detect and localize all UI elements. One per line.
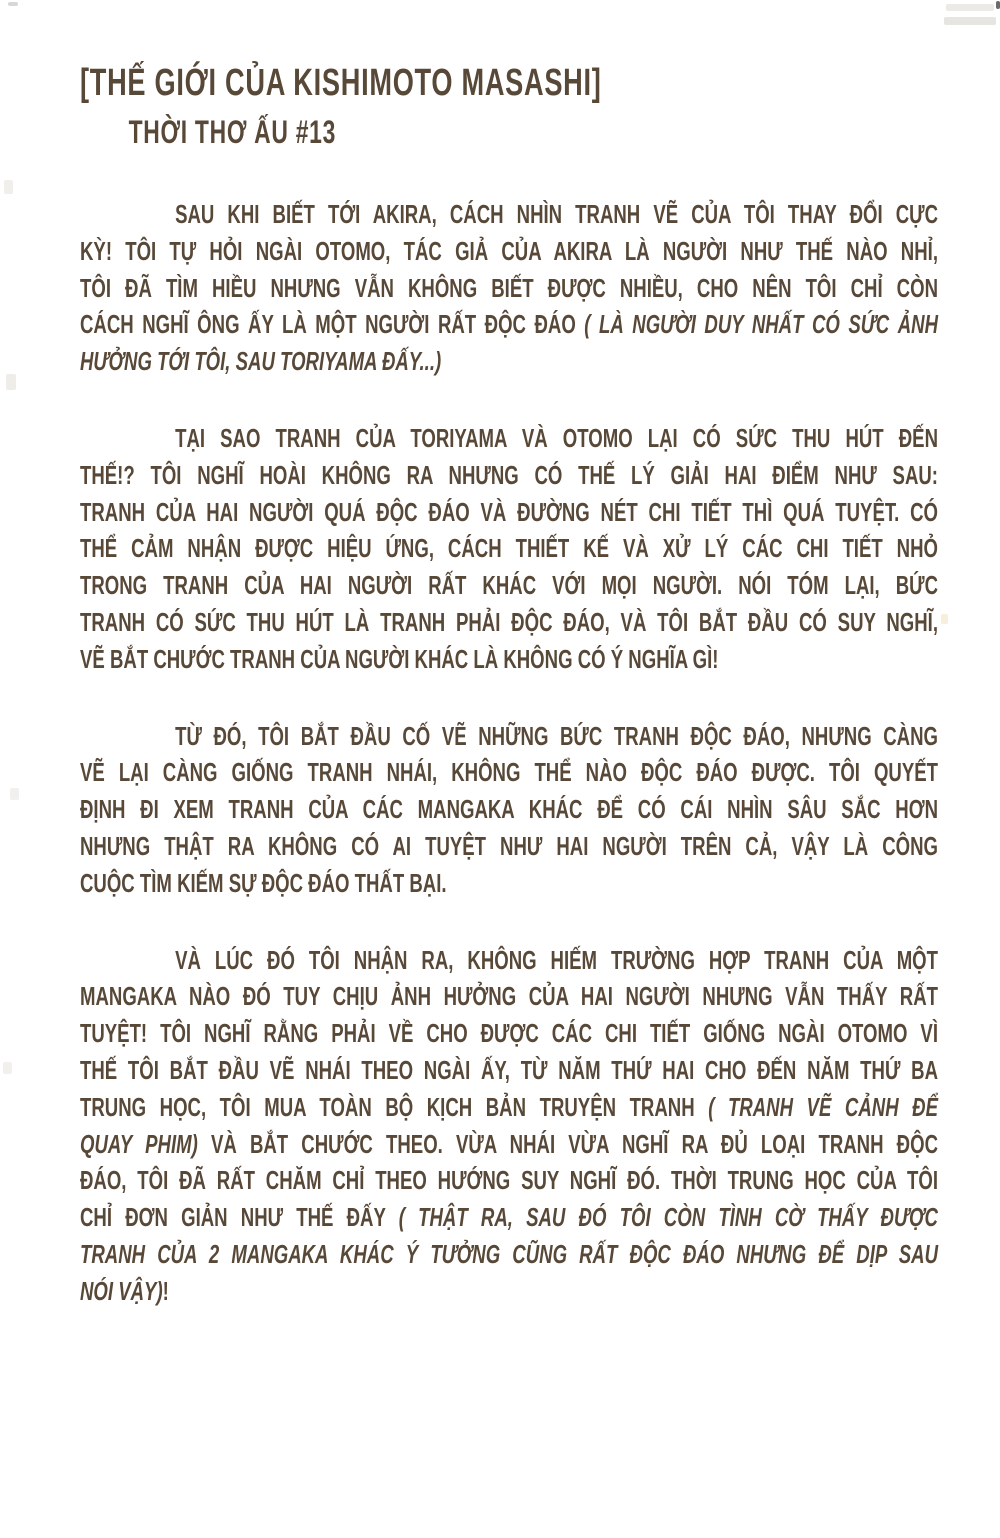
paragraph [80, 942, 938, 1310]
text-line [80, 306, 938, 343]
text-segment: THẾ TÔI BẮT ĐẦU VẼ NHÁI THEO NGÀI ẤY, TỪ NĂM THỨ HAI CHO ĐẾN NĂM THỨ BA [80, 1054, 938, 1085]
italic-text-segment: ( LÀ NGƯỜI DUY NHẤT CÓ SỨC ẢNH [584, 309, 938, 340]
page-title: [THẾ GIỚI CỦA KISHIMOTO MASASHI] [80, 62, 602, 104]
text-line [80, 1199, 938, 1236]
text-line [80, 270, 938, 307]
text-line [80, 343, 938, 380]
scan-artifact [8, 2, 18, 6]
text-line [80, 942, 938, 979]
text-line [80, 1162, 938, 1199]
text-segment: CUỘC TÌM KIẾM SỰ ĐỘC ĐÁO THẤT BẠI. [80, 867, 447, 898]
text-segment: TRUNG HỌC, TÔI MUA TOÀN BỘ KỊCH BẢN TRUYỆN TRANH [80, 1091, 709, 1122]
text-segment: TRANH CÓ SỨC THU HÚT LÀ TRANH PHẢI ĐỘC ĐÁO, VÀ TÔI BẮT ĐẦU CÓ SUY NGHĨ, [80, 606, 938, 637]
text-line [80, 1273, 938, 1310]
text-line [80, 1126, 938, 1163]
paragraph [80, 196, 938, 380]
scan-artifact [10, 788, 19, 800]
text-segment: VÀ LÚC ĐÓ TÔI NHẬN RA, KHÔNG HIẾM TRƯỜNG HỢP TRANH CỦA MỘT [175, 944, 938, 975]
italic-text-segment: ( TRANH VẼ CẢNH ĐỂ [708, 1091, 938, 1122]
page-content [80, 0, 938, 1310]
text-segment: ! [162, 1275, 169, 1306]
text-segment: TẠI SAO TRANH CỦA TORIYAMA VÀ OTOMO LẠI CÓ SỨC THU HÚT ĐẾN [175, 422, 938, 453]
text-segment: THẾ!? TÔI NGHĨ HOÀI KHÔNG RA NHƯNG CÓ THẾ LÝ GIẢI HAI ĐIỂM NHƯ SAU: [80, 459, 938, 490]
text-segment: MANGAKA NÀO ĐÓ TUY CHỊU ẢNH HƯỞNG CỦA HAI NGƯỜI NHƯNG VẪN THẤY RẤT [80, 981, 938, 1012]
text-segment: SAU KHI BIẾT TỚI AKIRA, CÁCH NHÌN TRANH VẼ CỦA TÔI THAY ĐỔI CỰC [175, 199, 938, 229]
text-segment: CHỈ ĐƠN GIẢN NHƯ THẾ ĐẤY [80, 1202, 399, 1233]
text-segment: VẼ LẠI CÀNG GIỐNG TRANH NHÁI, KHÔNG THỂ NÀO ĐỘC ĐÁO ĐƯỢC. TÔI QUYẾT [80, 757, 938, 788]
scan-artifact [6, 374, 16, 390]
text-segment: ĐÁO, TÔI ĐÃ RẤT CHĂM CHỈ THEO HƯỚNG SUY NGHĨ ĐÓ. THỜI TRUNG HỌC CỦA TÔI [80, 1165, 938, 1196]
text-segment: TRONG TRANH CỦA HAI NGƯỜI RẤT KHÁC VỚI MỌI NGƯỜI. NÓI TÓM LẠI, BỨC [80, 570, 938, 601]
text-segment: VẼ BẮT CHƯỚC TRANH CỦA NGƯỜI KHÁC LÀ KHÔNG CÓ Ý NGHĨA GÌ! [80, 643, 719, 674]
italic-text-segment: ( THẬT RA, SAU ĐÓ TÔI CÒN TÌNH CỜ THẤY ĐƯỢC [398, 1202, 938, 1233]
italic-text-segment: NÓI VẬY) [80, 1275, 163, 1306]
text-line [80, 604, 938, 641]
italic-text-segment: HƯỞNG TỚI TÔI, SAU TORIYAMA ĐẤY...) [80, 346, 442, 377]
scan-artifact [996, 1, 1000, 9]
paragraph [80, 718, 938, 902]
text-line [80, 1052, 938, 1089]
text-segment: THỂ CẢM NHẬN ĐƯỢC HIỆU ỨNG, CÁCH THIẾT KẾ VÀ XỬ LÝ CÁC CHI TIẾT NHỎ [80, 533, 938, 564]
text-segment: NHƯNG THẬT RA KHÔNG CÓ AI TUYỆT NHƯ HAI NGƯỜI TRÊN CẢ, VẬY LÀ CÔNG [80, 830, 938, 861]
text-line [80, 865, 938, 902]
text-line [80, 233, 938, 270]
text-line [80, 530, 938, 567]
text-line [80, 1236, 938, 1273]
text-line [80, 754, 938, 791]
text-line [80, 791, 938, 828]
text-line [80, 494, 938, 531]
scan-artifact [3, 1062, 12, 1074]
scan-artifact [4, 180, 13, 194]
italic-text-segment: QUAY PHIM) [80, 1128, 198, 1159]
page-subtitle: THỜI THƠ ẤU #13 [128, 114, 337, 150]
text-segment: KỲ! TÔI TỰ HỎI NGÀI OTOMO, TÁC GIẢ CỦA AKIRA LÀ NGƯỜI NHƯ THẾ NÀO NHỈ, [80, 235, 938, 266]
text-line [80, 1089, 938, 1126]
text-line [80, 718, 938, 755]
italic-text-segment: TRANH CỦA 2 MANGAKA KHÁC Ý TƯỞNG CŨNG RẤT ĐỘC ĐÁO NHƯNG ĐỂ DỊP SAU [80, 1238, 938, 1269]
text-segment: TỪ ĐÓ, TÔI BẮT ĐẦU CỐ VẼ NHỮNG BỨC TRANH ĐỘC ĐÁO, NHƯNG CÀNG [175, 720, 938, 751]
paragraph [80, 420, 938, 678]
text-line [80, 457, 938, 494]
text-segment: TRANH CỦA HAI NGƯỜI QUÁ ĐỘC ĐÁO VÀ ĐƯỜNG NÉT CHI TIẾT THÌ QUÁ TUYỆT. CÓ [80, 496, 938, 527]
text-line [80, 1015, 938, 1052]
text-segment: ĐỊNH ĐI XEM TRANH CỦA CÁC MANGAKA KHÁC ĐỂ CÓ CÁI NHÌN SÂU SẮC HƠN [80, 794, 938, 825]
text-segment: TUYỆT! TÔI NGHĨ RẰNG PHẢI VỀ CHO ĐƯỢC CÁC CHI TIẾT GIỐNG NGÀI OTOMO VÌ [80, 1018, 938, 1049]
text-segment: VÀ BẮT CHƯỚC THEO. VỪA NHÁI VỪA NGHĨ RA ĐỦ LOẠI TRANH ĐỘC [197, 1128, 938, 1159]
scan-artifact [941, 614, 948, 624]
text-line [80, 828, 938, 865]
text-line [80, 196, 938, 233]
text-line [80, 641, 938, 678]
body-text [80, 196, 938, 1310]
scan-artifact [944, 17, 996, 25]
text-line [80, 420, 938, 457]
text-line [80, 567, 938, 604]
text-segment: TÔI ĐÃ TÌM HIỀU NHƯNG VẪN KHÔNG BIẾT ĐƯỢC NHIỀU, CHO NÊN TÔI CHỈ CÒN [80, 272, 938, 303]
text-segment: CÁCH NGHĨ ÔNG ẤY LÀ MỘT NGƯỜI RẤT ĐỘC ĐÁO [80, 309, 585, 340]
scan-artifact [946, 4, 994, 11]
text-line [80, 978, 938, 1015]
